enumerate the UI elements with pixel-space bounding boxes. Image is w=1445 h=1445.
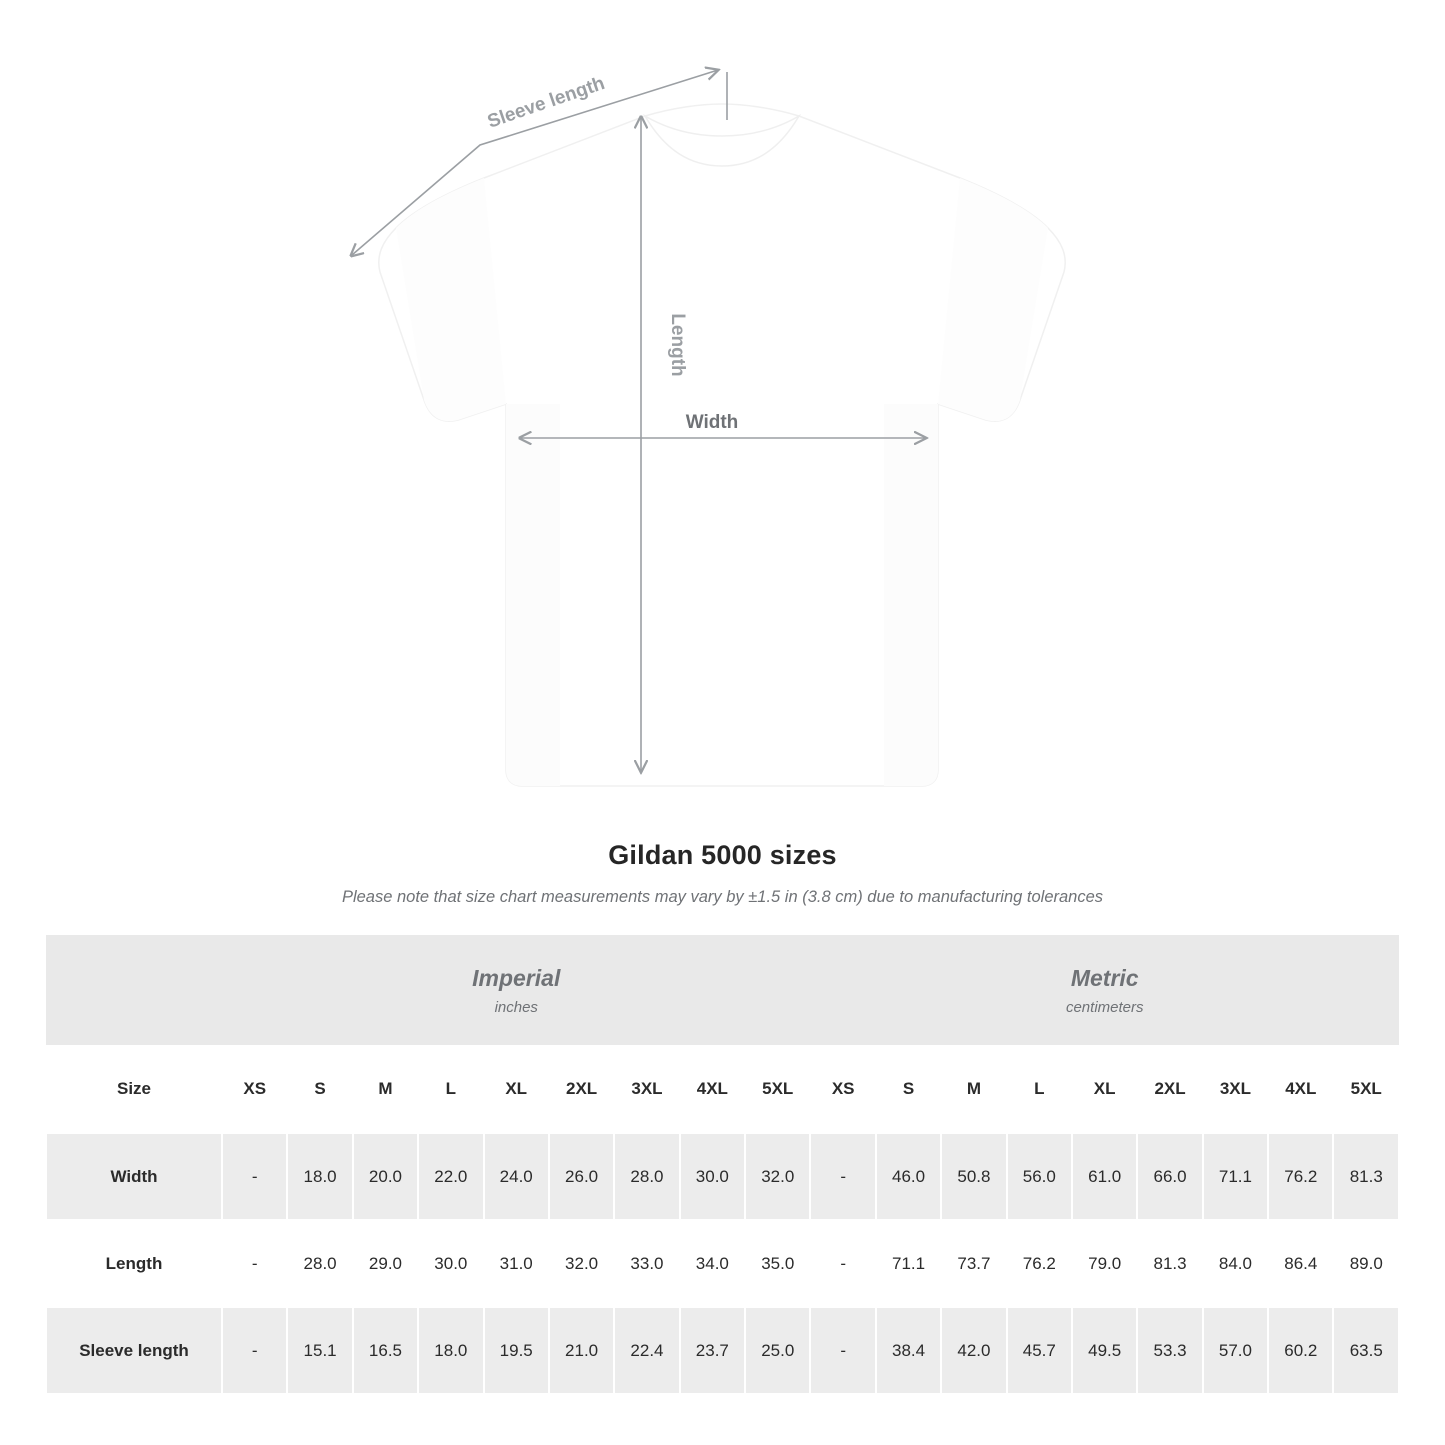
cell: 30.0 xyxy=(418,1220,483,1307)
table-row xyxy=(46,1307,1399,1394)
size-col-imperial-m: M xyxy=(353,1045,418,1133)
title-block xyxy=(0,840,1445,907)
size-col-metric-m: M xyxy=(941,1045,1006,1133)
cell: 15.1 xyxy=(287,1307,352,1394)
cell: 24.0 xyxy=(484,1133,549,1220)
size-col-imperial-4xl: 4XL xyxy=(680,1045,745,1133)
cell: 18.0 xyxy=(418,1307,483,1394)
cell: 22.0 xyxy=(418,1133,483,1220)
sleeve-length-label: Sleeve length xyxy=(484,72,608,133)
size-col-metric-2xl: 2XL xyxy=(1137,1045,1202,1133)
cell: 79.0 xyxy=(1072,1220,1137,1307)
cell: 38.4 xyxy=(876,1307,941,1394)
cell: 23.7 xyxy=(680,1307,745,1394)
cell: 18.0 xyxy=(287,1133,352,1220)
cell: 84.0 xyxy=(1203,1220,1268,1307)
size-col-metric-xs: XS xyxy=(810,1045,875,1133)
cell: 86.4 xyxy=(1268,1220,1333,1307)
size-col-metric-l: L xyxy=(1007,1045,1072,1133)
cell: 73.7 xyxy=(941,1220,1006,1307)
size-col-imperial-xs: XS xyxy=(222,1045,287,1133)
cell: 81.3 xyxy=(1333,1133,1399,1220)
size-col-metric-5xl: 5XL xyxy=(1333,1045,1399,1133)
size-col-imperial-l: L xyxy=(418,1045,483,1133)
width-label: Width xyxy=(685,412,739,433)
cell: 63.5 xyxy=(1333,1307,1399,1394)
cell: 35.0 xyxy=(745,1220,810,1307)
cell: 16.5 xyxy=(353,1307,418,1394)
size-col-metric-s: S xyxy=(876,1045,941,1133)
size-table-wrap xyxy=(45,935,1400,1395)
row-label-width: Width xyxy=(46,1133,222,1220)
cell: 32.0 xyxy=(745,1133,810,1220)
size-col-metric-4xl: 4XL xyxy=(1268,1045,1333,1133)
unit-group-metric xyxy=(810,935,1399,1045)
cell: 42.0 xyxy=(941,1307,1006,1394)
unit-group-imperial-sub: inches xyxy=(494,998,538,1016)
size-col-imperial-5xl: 5XL xyxy=(745,1045,810,1133)
cell: - xyxy=(222,1220,287,1307)
table-row xyxy=(46,1220,1399,1307)
cell: - xyxy=(810,1133,875,1220)
length-label: Length xyxy=(667,313,688,377)
cell: 76.2 xyxy=(1268,1133,1333,1220)
cell: - xyxy=(810,1220,875,1307)
unit-group-imperial xyxy=(222,935,810,1045)
unit-group-metric-sub: centimeters xyxy=(1065,998,1144,1016)
cell: 28.0 xyxy=(614,1133,679,1220)
size-col-metric-xl: XL xyxy=(1072,1045,1137,1133)
unit-group-metric-name: Metric xyxy=(1070,964,1139,991)
cell: 46.0 xyxy=(876,1133,941,1220)
cell: 29.0 xyxy=(353,1220,418,1307)
cell: 81.3 xyxy=(1137,1220,1202,1307)
cell: 50.8 xyxy=(941,1133,1006,1220)
table-row xyxy=(46,1133,1399,1220)
cell: 31.0 xyxy=(484,1220,549,1307)
cell: - xyxy=(810,1307,875,1394)
chart-note: Please note that size chart measurements may vary by ±1.5 in (3.8 cm) due to manufacturing tolerances xyxy=(341,888,1104,906)
size-col-imperial-s: S xyxy=(287,1045,352,1133)
size-table xyxy=(45,935,1400,1395)
size-header-row xyxy=(46,1045,1399,1133)
cell: 56.0 xyxy=(1007,1133,1072,1220)
cell: 34.0 xyxy=(680,1220,745,1307)
size-col-imperial-2xl: 2XL xyxy=(549,1045,614,1133)
row-label-length: Length xyxy=(46,1220,222,1307)
cell: 60.2 xyxy=(1268,1307,1333,1394)
cell: 45.7 xyxy=(1007,1307,1072,1394)
unit-group-imperial-name: Imperial xyxy=(472,964,561,991)
size-col-imperial-3xl: 3XL xyxy=(614,1045,679,1133)
cell: 61.0 xyxy=(1072,1133,1137,1220)
cell: - xyxy=(222,1307,287,1394)
cell: 20.0 xyxy=(353,1133,418,1220)
size-label: Size xyxy=(46,1045,222,1133)
cell: 89.0 xyxy=(1333,1220,1399,1307)
cell: 76.2 xyxy=(1007,1220,1072,1307)
cell: 22.4 xyxy=(614,1307,679,1394)
cell: 53.3 xyxy=(1137,1307,1202,1394)
cell: 30.0 xyxy=(680,1133,745,1220)
tshirt-shape xyxy=(379,104,1065,786)
size-col-metric-3xl: 3XL xyxy=(1203,1045,1268,1133)
size-col-imperial-xl: XL xyxy=(484,1045,549,1133)
cell: 19.5 xyxy=(484,1307,549,1394)
cell: 25.0 xyxy=(745,1307,810,1394)
cell: 28.0 xyxy=(287,1220,352,1307)
cell: - xyxy=(222,1133,287,1220)
cell: 57.0 xyxy=(1203,1307,1268,1394)
cell: 66.0 xyxy=(1137,1133,1202,1220)
cell: 71.1 xyxy=(876,1220,941,1307)
chart-title: Gildan 5000 sizes xyxy=(608,840,837,870)
cell: 26.0 xyxy=(549,1133,614,1220)
cell: 71.1 xyxy=(1203,1133,1268,1220)
row-label-sleeve-length: Sleeve length xyxy=(46,1307,222,1394)
cell: 49.5 xyxy=(1072,1307,1137,1394)
unit-header-row xyxy=(46,935,1399,1045)
cell: 21.0 xyxy=(549,1307,614,1394)
unit-spacer xyxy=(46,935,222,1045)
cell: 32.0 xyxy=(549,1220,614,1307)
cell: 33.0 xyxy=(614,1220,679,1307)
